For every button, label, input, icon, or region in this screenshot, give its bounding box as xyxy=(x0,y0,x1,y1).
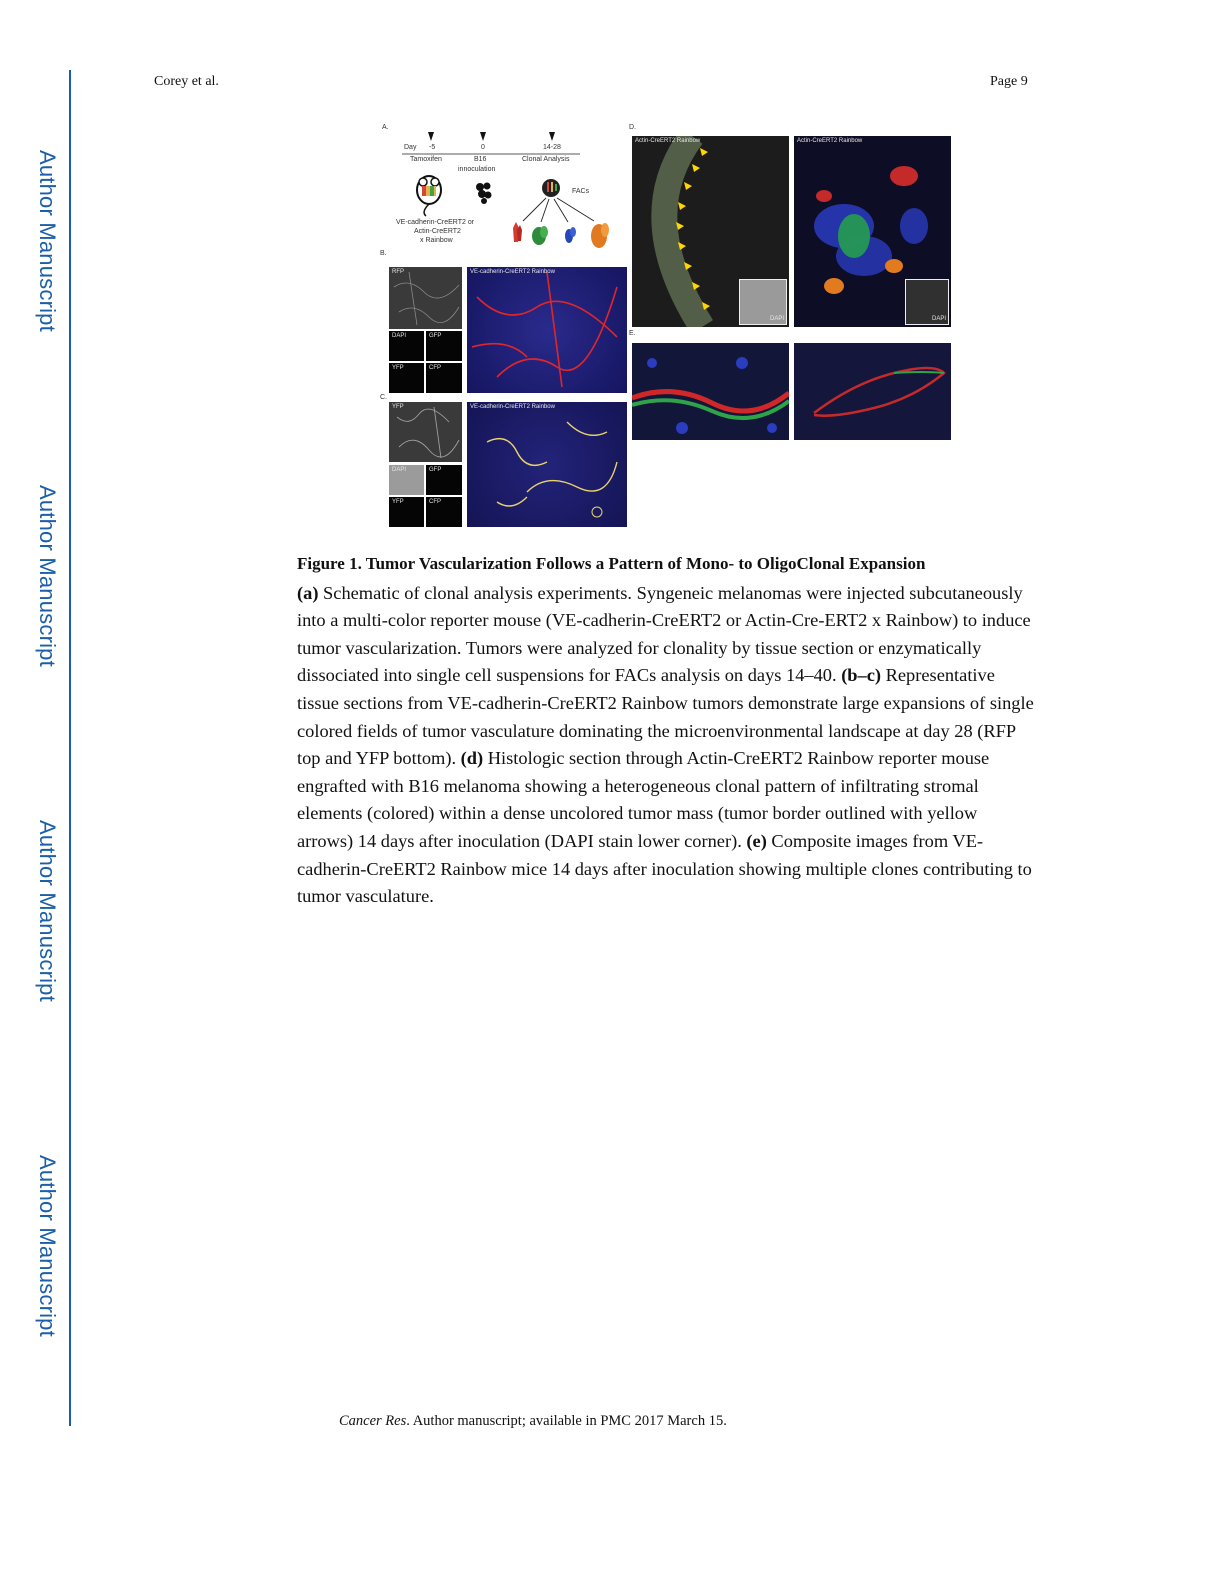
sidebar-label-text: Author Manuscript xyxy=(35,820,60,1002)
b16-label: B16 xyxy=(474,156,487,163)
dapi-inset-label: DAPI xyxy=(769,316,784,322)
mouse-line1-label: VE-cadherin-CreERT2 or xyxy=(396,219,475,226)
day-minus5-label: -5 xyxy=(429,144,436,151)
mouse-line2-label: Actin-CreERT2 xyxy=(414,228,461,235)
tamoxifen-label: Tamoxifen xyxy=(410,156,442,163)
day-0-label: 0 xyxy=(481,144,485,151)
mouse-icon xyxy=(417,176,441,216)
mouse-line3-label: x Rainbow xyxy=(420,237,453,244)
yfp-label: YFP xyxy=(392,365,404,371)
caption-text-a: Schematic of clonal analysis experiments. Syngeneic melanomas were injected subcutaneously into a multi-color reporter mouse (VE-cadherin-CreERT2 or Actin-Cre-ERT2 x Rainbow) to induce tumor vascularization. Tumors were analyzed for clonality by tissue section or enzymatically dissociated into single cell suspensions for FACs analysis on days 14–40. xyxy=(297,582,1031,686)
panel-label-a: A. xyxy=(382,124,389,131)
panel-c-gfp-channel xyxy=(426,465,462,495)
sidebar-label-text: Author Manuscript xyxy=(35,150,60,332)
figure-1 xyxy=(376,124,956,532)
panel-b-dapi-channel xyxy=(389,331,424,361)
innoculation-label: innoculation xyxy=(458,166,496,173)
panel-c-cfp-channel xyxy=(426,497,462,527)
yfp-label-c2: YFP xyxy=(392,499,404,505)
panel-e-vessel-image-1 xyxy=(632,343,789,440)
page-number: Page 9 xyxy=(990,74,1028,89)
clone-cells-orange xyxy=(591,223,609,248)
dapi-label-c: DAPI xyxy=(392,467,407,473)
panel-b-rfp-channel xyxy=(389,267,462,329)
facs-label: FACs xyxy=(572,188,590,195)
caption-tag-d: (d) xyxy=(460,748,484,769)
caption-tag-bc: (b–c) xyxy=(841,665,882,686)
yfp-label-c: YFP xyxy=(392,404,404,410)
panel-b-rfp-merge-image xyxy=(467,267,627,393)
caption-title: Figure 1. Tumor Vascularization Follows a Pattern of Mono- to OligoClonal Expansion xyxy=(297,554,926,573)
panel-label-d: D. xyxy=(629,124,636,131)
facs-tissue-icon xyxy=(523,179,594,222)
panel-d-dapi-inset xyxy=(739,279,787,325)
cfp-label: CFP xyxy=(429,365,441,371)
panel-e-vessel-image-2 xyxy=(794,343,951,440)
panel-label-e: E. xyxy=(629,330,636,337)
panel-label-b: B. xyxy=(380,250,387,257)
panel-d-clone-image xyxy=(794,136,951,327)
margin-rule xyxy=(69,70,71,1426)
panel-b-gfp-channel xyxy=(426,331,462,361)
caption-text-d: Histologic section through Actin-CreERT2 Rainbow reporter mouse engrafted with B16 melanoma showing a heterogeneous clonal pattern of infiltrating stromal elements (colored) within a dense uncolored tumor mass (tumor border outlined with yellow arrows) 14 days after inoculation (DAPI stain lower corner). xyxy=(297,748,990,851)
sidebar-label-text: Author Manuscript xyxy=(35,485,60,667)
panel-d-border-image xyxy=(632,136,789,327)
page-footer xyxy=(339,1413,727,1430)
rfp-label: RFP xyxy=(392,269,404,275)
panel-d-dapi-inset-2 xyxy=(905,279,949,325)
cfp-label-c: CFP xyxy=(429,499,441,505)
day-label: Day xyxy=(404,144,417,151)
caption-text-bc: Representative tissue sections from VE-cadherin-CreERT2 Rainbow tumors demonstrate large expansions of single colored fields of tumor vasculature dominating the microenvironmental landscape at day 28 (RFP top and YFP bottom). xyxy=(297,665,1034,769)
panel-c-yfp-channel xyxy=(389,402,462,462)
running-head-author: Corey et al. xyxy=(154,74,219,89)
clone-cells-blue xyxy=(565,227,576,243)
dapi-inset-label-2: DAPI xyxy=(931,316,946,322)
sidebar-label-text: Author Manuscript xyxy=(35,1155,60,1337)
panel-c-yfp-small-channel xyxy=(389,497,424,527)
panel-b-cfp-channel xyxy=(426,363,462,393)
tumor-cells-icon xyxy=(476,183,492,205)
ve-rainbow-label-b: VE-cadherin-CreERT2 Rainbow xyxy=(470,269,555,275)
panel-c-dapi-channel xyxy=(389,465,424,495)
ve-rainbow-label-c: VE-cadherin-CreERT2 Rainbow xyxy=(470,404,555,410)
panel-label-c: C. xyxy=(380,394,387,401)
gfp-label: GFP xyxy=(429,333,442,339)
panel-c-yfp-merge-image xyxy=(467,402,627,527)
clone-cells-green xyxy=(532,226,548,245)
clonal-analysis-label: Clonal Analysis xyxy=(522,156,570,163)
caption-tag-a: (a) xyxy=(297,582,319,603)
actin-rainbow-label-d1: Actin-CreERT2 Rainbow xyxy=(635,138,701,144)
figure-caption xyxy=(297,550,1037,911)
gfp-label-c: GFP xyxy=(429,467,442,473)
journal-name: Cancer Res xyxy=(339,1413,407,1429)
caption-text-e: Composite images from VE-cadherin-CreERT2 Rainbow mice 14 days after inoculation showing multiple clones contributing to tumor vasculature. xyxy=(297,830,1032,907)
clone-cells-red xyxy=(513,222,522,242)
caption-tag-e: (e) xyxy=(746,830,767,851)
panel-b-yfp-channel xyxy=(389,363,424,393)
dapi-label: DAPI xyxy=(392,333,407,339)
actin-rainbow-label-d2: Actin-CreERT2 Rainbow xyxy=(797,138,863,144)
day-14-28-label: 14-28 xyxy=(543,144,561,151)
caption-body xyxy=(297,580,1037,911)
footer-availability: . Author manuscript; available in PMC 2017 March 15. xyxy=(406,1413,727,1429)
